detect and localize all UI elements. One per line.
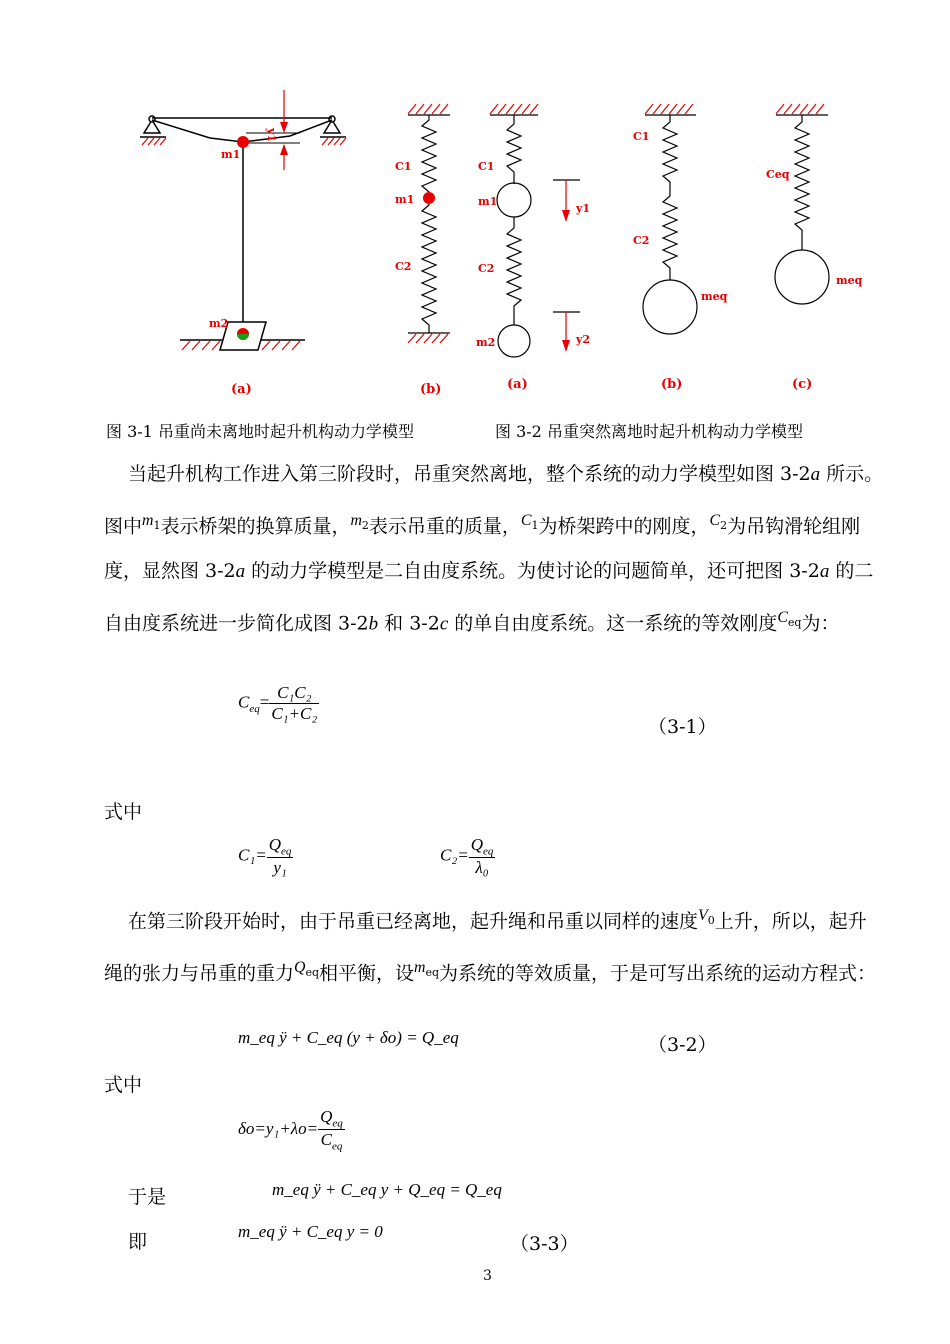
fig31b-m1-dot xyxy=(423,192,435,204)
equation-3-3: m_eq ÿ + C_eq y = 0 xyxy=(238,1222,383,1241)
where-label-1: 式中 xyxy=(104,801,143,823)
fig32a-y1-label: y1 xyxy=(576,202,591,215)
equation-3-2: m_eq ÿ + C_eq (y + δo) = Q_eq xyxy=(238,1028,459,1047)
paragraph-1: 当起升机构工作进入第三阶段时，吊重突然离地，整个系统的动力学模型如图 3-2a 所示。图中$^{m_1}$表示桥架的换算质量，$^{m_2}$表示吊重的质量，$^{C_1}$为桥架跨中的刚度，$^{C_2}$为吊钩滑轮组刚度，显然图 3-2a 的动力学模型是二自由度系统。为使讨论的问题简单，还可把图 3-2a 的二自由度系统进一步简化成图 3-2b 和 3-2c 的单自由度系统。这一系统的等效刚度$^{C_{eq}}$为： xyxy=(104,463,884,635)
fig31-sub-b: (b) xyxy=(420,382,442,397)
figure-3-2-b xyxy=(643,104,697,334)
fig31b-c1-label: C1 xyxy=(395,160,412,173)
fig32a-c2-label: C2 xyxy=(478,262,495,275)
fig32-sub-c: (c) xyxy=(792,377,813,392)
where-label-2: 式中 xyxy=(104,1074,143,1096)
caption-fig-3-2: 图 3-2 吊重突然离地时起升机构动力学模型 xyxy=(495,422,803,441)
caption-fig-3-1: 图 3-1 吊重尚未离地时起升机构动力学模型 xyxy=(106,422,414,441)
equation-then: m_eq ÿ + C_eq y + Q_eq = Q_eq xyxy=(272,1180,502,1199)
fig32b-c1-label: C1 xyxy=(633,130,650,143)
equation-c2: C₂= $\frac{Q_{eq}}{\text{λ₀}}$ xyxy=(440,835,494,878)
ie-label: 即 xyxy=(128,1231,148,1253)
equation-c1: C₁= $\frac{Q_{eq}}{\text{y₁}}$ xyxy=(238,835,292,878)
fig32c-meq-label: meq xyxy=(836,274,863,287)
figure-3-1-b xyxy=(408,104,450,343)
figure-3-2-a xyxy=(490,104,580,357)
figure-3-1-a xyxy=(140,90,346,350)
fig32c-ceq-label: Ceq xyxy=(766,168,790,181)
fig32b-c2-label: C2 xyxy=(633,234,650,247)
fig32a-c1-label: C1 xyxy=(478,160,495,173)
equation-3-1: $C_{eq}=$ $\frac{\text{C₁C₂}}{\text{C₁+C₂}}$ xyxy=(238,683,318,723)
fig31-y1-label: y1 xyxy=(265,128,278,143)
fig32-sub-b: (b) xyxy=(661,377,683,392)
paragraph-2: 在第三阶段开始时，由于吊重已经离地，起升绳和吊重以同样的速度$^{V_0}$上升，所以，起升绳的张力与吊重的重力$^{Q_{eq}}$相平衡，设$^{m_{eq}}$为系统的等效质量，于是可写出系统的运动方程式： xyxy=(104,907,877,985)
fig32b-meq-label: meq xyxy=(701,290,728,303)
fig31-m2-label: m2 xyxy=(209,317,229,330)
equation-3-3-number: （3-3） xyxy=(510,1233,579,1255)
figure-3-2-c xyxy=(775,104,829,304)
figures xyxy=(0,0,950,410)
fig31b-c2-label: C2 xyxy=(395,260,412,273)
fig32a-m1-label: m1 xyxy=(478,195,498,208)
fig31-m1-label: m1 xyxy=(221,148,241,161)
equation-3-2-number: （3-2） xyxy=(648,1034,717,1056)
fig32a-y2-label: y2 xyxy=(576,333,591,346)
fig32-sub-a: (a) xyxy=(507,377,528,392)
fig32a-m2-label: m2 xyxy=(476,336,496,349)
equation-delta: δo=y₁+λo= $\frac{Q_{eq}}{C_{eq}}$ xyxy=(238,1107,343,1153)
fig31-sub-a: (a) xyxy=(231,382,252,397)
equation-3-1-number: （3-1） xyxy=(648,716,717,738)
fig31b-m1-label: m1 xyxy=(395,193,415,206)
m1-mass-dot xyxy=(237,136,249,148)
page-number: 3 xyxy=(483,1268,492,1284)
then-label: 于是 xyxy=(128,1186,167,1208)
